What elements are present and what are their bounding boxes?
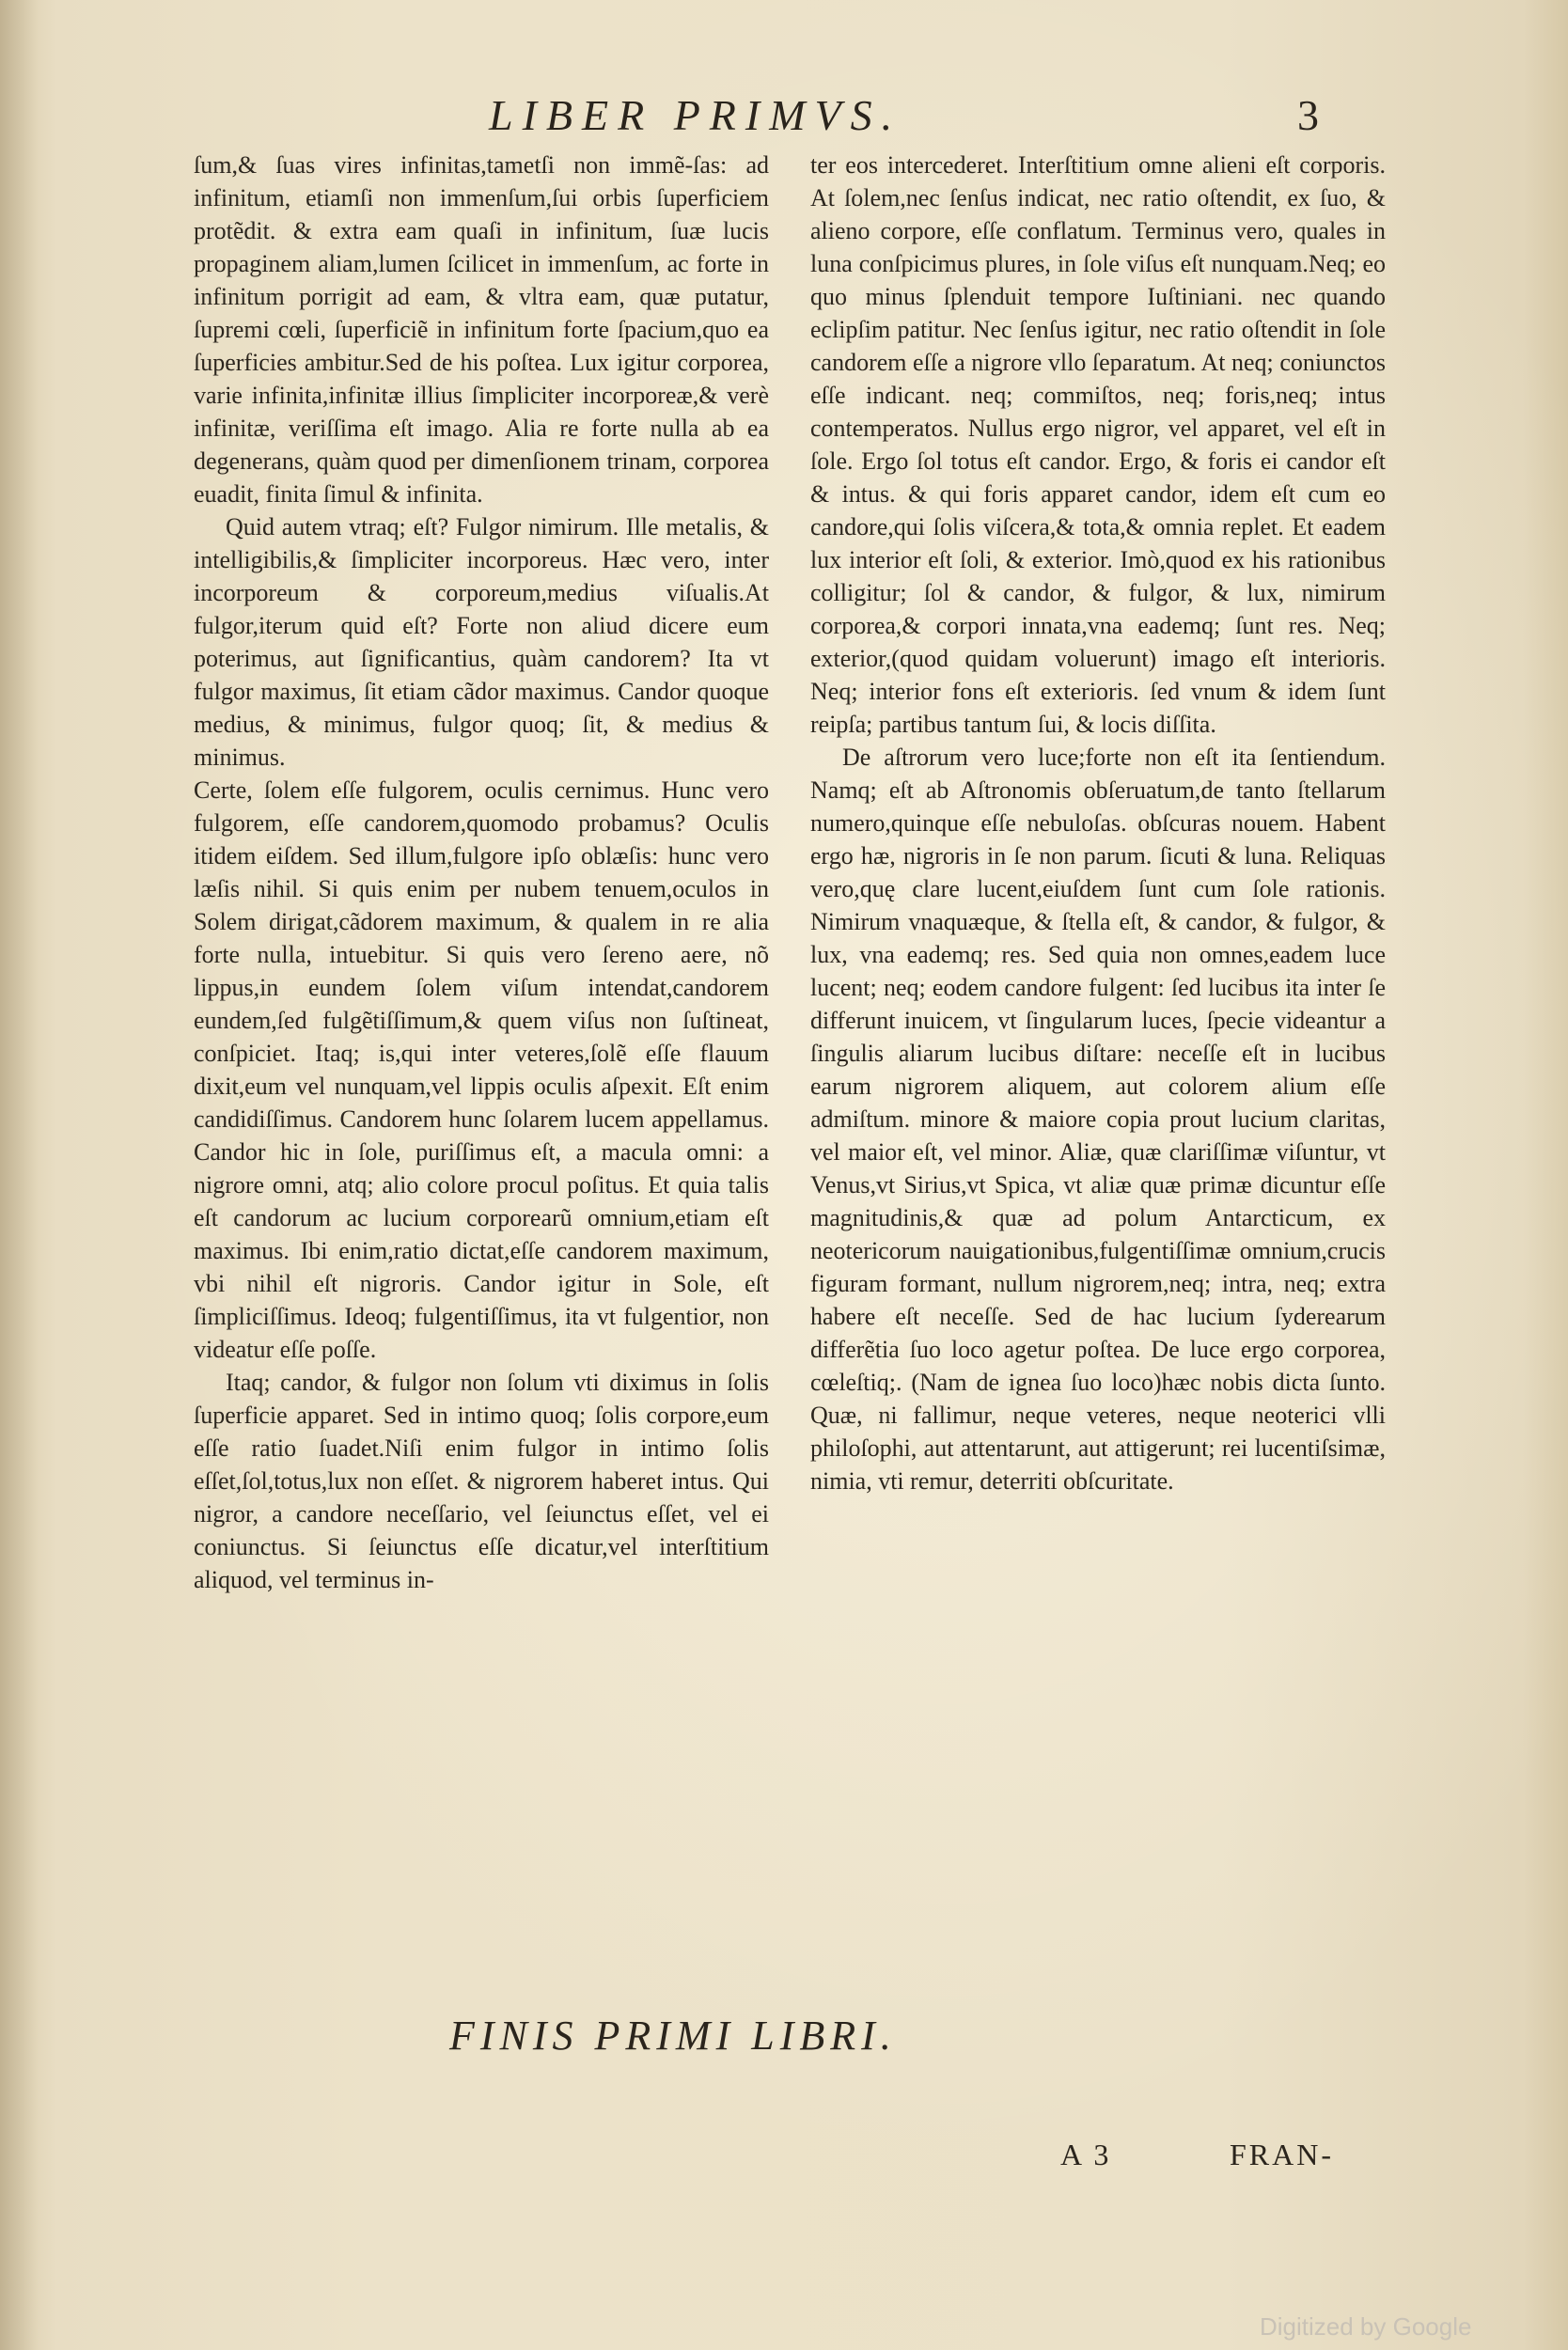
paragraph: ter eos intercederet. Interſtitium omne alieni eſt corporis. At ſolem,nec ſenſus indicat, nec ratio oſtendit, ex ſuo, & alieno corpore, eſſe conflatum. Terminus vero, quales in luna conſpicimus plures, in ſole viſus eſt nunquam.Neq; eo quo minus ſplenduit tempore Iuſtiniani. nec quando eclipſim patitur. Nec ſenſus igitur, nec ratio oſtendit in ſole candorem eſſe a nigrore vllo ſeparatum. At neq; coniunctos eſſe indicant. neq; commiſtos, neq; foris,neq; intus contemperatos. Nullus ergo nigror, vel apparet, vel eſt in ſole. Ergo ſol totus eſt candor. Ergo, & foris ei candor eſt & intus. & qui foris apparet candor, idem eſt cum eo candore,qui ſolis viſcera,& tota,& omnia replet. Et eadem lux interior eſt ſoli, & exterior. Imò,quod ex his rationibus colligitur; ſol & candor, & fulgor, & lux, nimirum corporea,& corpori innata,vna eademq; ſunt res. Neq; exterior,(quod quidam voluerunt) imago eſt interioris. Neq; interior fons eſt exterioris. ſed vnum & idem ſunt reipſa; partibus tantum ſui, & locis diſſita. [810, 151, 1386, 738]
running-title: LIBER PRIMVS. [489, 91, 902, 139]
catchword: FRAN- [1230, 2138, 1335, 2171]
spine-shadow [0, 0, 38, 2350]
right-text-column [810, 149, 1386, 1497]
paragraph: ſum,& ſuas vires infinitas,tametſi non immẽ-ſas: ad infinitum, etiamſi non immenſum,ſui orbis ſuperficiem protẽdit. & extra eam quaſi in infinitum, ſuæ lucis propaginem aliam,lumen ſcilicet in immenſum, ac forte in infinitum porrigit ad eam, & vltra eam, quæ putatur, ſupremi cœli, ſuperficiẽ in infinitum forte ſpacium,quo ea ſuperficies ambitur.Sed de his poſtea. Lux igitur corporea, varie infinita,infinitæ illius ſimpliciter incorporeæ,& verè infinitæ, veriſſima eſt imago. Alia re forte nulla ab ea degenerans, quàm quod per dimenſionem trinam, corporea euadit, finita ſimul & infinita. [194, 151, 769, 508]
left-text-column [194, 149, 769, 1596]
paragraph: Itaq; candor, & fulgor non ſolum vti diximus in ſolis ſuperficie apparet. Sed in intimo quoq; ſolis corpore,eum eſſe ratio ſuadet.Niſi enim fulgor in intimo ſolis eſſet,ſol,totus,lux non eſſet. & nigrorem haberet intus. Qui nigror, a candore neceſſario, vel ſeiunctus eſſet, vel ei coniunctus. Si ſeiunctus eſſe dicatur,vel interſtitium aliquod, vel terminus in- [194, 1369, 769, 1593]
digitization-watermark: Digitized by Google [1260, 2312, 1472, 2341]
signature-mark: A 3 [1060, 2138, 1112, 2171]
paragraph: Quid autem vtraq; eſt? Fulgor nimirum. Ille metalis, & intelligibilis,& ſimpliciter incorporeus. Hæc vero, inter incorporeum & corporeum,medius viſualis.At fulgor,iterum quid eſt? Forte non aliud dicere eum poterimus, aut ſignificantius, quàm candorem? Ita vt fulgor maximus, ſit etiam cãdor maximus. Candor quoque medius, & minimus, fulgor quoq; ſit, & medius & minimus. [194, 513, 769, 771]
book-end-title: FINIS PRIMI LIBRI. [449, 2013, 897, 2059]
paragraph: De aſtrorum vero luce;forte non eſt ita ſentiendum. Namq; eſt ab Aſtronomis obſeruatum,de tanto ſtellarum numero,quinque eſſe nebuloſas. obſcuras nouem. Habent ergo hæ, nigroris in ſe non parum. ſicuti & luna. Reliquas vero,quę clare lucent,eiuſdem ſunt cum ſole rationis. Nimirum vnaquæque, & ſtella eſt, & candor, & fulgor, & lux, vna eademq; res. Sed quia non omnes,eadem luce lucent; neq; eodem candore fulgent: ſed lucibus ita inter ſe differunt inuicem, vt ſingularum luces, ſpecie videantur a ſingulis aliarum lucibus diſtare: neceſſe eſt in lucibus earum nigrorem aliquem, aut colorem alium eſſe admiſtum. minore & maiore copia prout lucium claritas, vel maior eſt, vel minor. Aliæ, quæ clariſſimæ viſuntur, vt Venus,vt Sirius,vt Spica, vt aliæ quæ primæ dicuntur eſſe magnitudinis,& quæ ad polum Antarcticum, ex neotericorum nauigationibus,fulgentiſſimæ omnium,crucis figuram formant, nullum nigrorem,neq; intra, neq; extra habere eſt neceſſe. Sed de hac lucium ſyderearum differẽtia ſuo loco agetur poſtea. De luce ergo corporea, cœleſtiq;. (Nam de ignea ſuo loco)hæc nobis dicta ſunto. Quæ, ni fallimur, neque veteres, neque neoterici vlli philoſophi, aut attentarunt, aut attigerunt; rei lucentiſsimæ, nimia, vti remur, deterriti obſcuritate. [810, 744, 1386, 1495]
paragraph: Certe, ſolem eſſe fulgorem, oculis cernimus. Hunc vero fulgorem, eſſe candorem,quomodo probamus? Oculis itidem eiſdem. Sed illum,fulgore ipſo oblæſis: hunc vero læſis nihil. Si quis enim per nubem tenuem,oculos in Solem dirigat,cãdorem maximum, & qualem in re alia forte nulla, intuebitur. Si quis vero ſereno aere, nõ lippus,in eundem ſolem viſum intendat,candorem eundem,ſed fulgẽtiſſimum,& quem viſus non ſuſtineat, conſpiciet. Itaq; is,qui inter veteres,ſolẽ eſſe flauum dixit,eum vel nunquam,vel lippis oculis aſpexit. Eſt enim candidiſſimus. Candorem hunc ſolarem lucem appellamus. Candor hic in ſole, puriſſimus eſt, a macula omni: a nigrore omni, atq; alio colore procul poſitus. Et quia talis eſt candorum ac lucium corporearũ omnium,etiam eſt maximus. Ibi enim,ratio dictat,eſſe candorem maximum, vbi nihil eſt nigroris. Candor igitur in Sole, eſt ſimpliciſſimus. Ideoq; fulgentiſſimus, ita vt fulgentior, non videatur eſſe poſſe. [194, 776, 769, 1363]
page-number: 3 [1297, 91, 1319, 139]
